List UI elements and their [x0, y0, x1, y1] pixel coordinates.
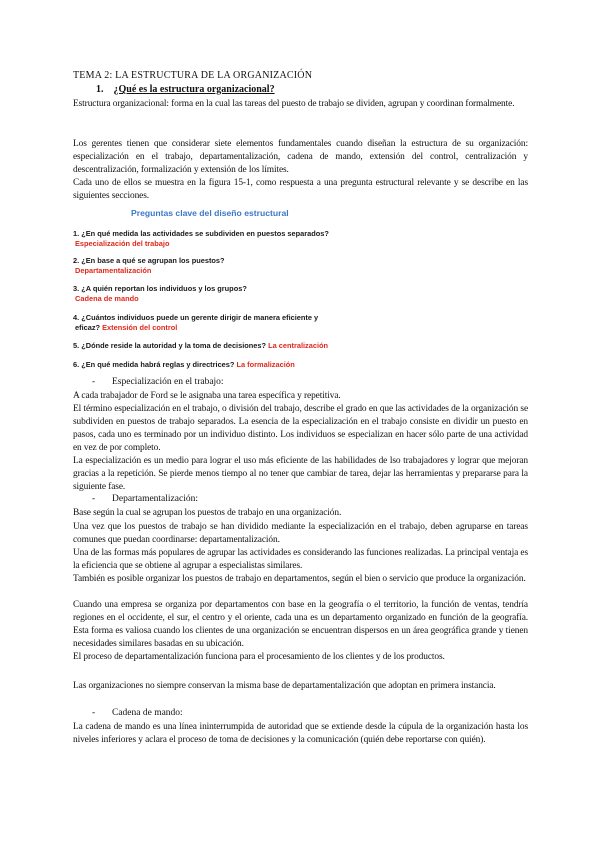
paragraph-ford: A cada trabajador de Ford se le asignaba una tarea específica y repetitiva. [73, 391, 341, 401]
answer-1: Especialización del trabajo [75, 239, 170, 248]
answer-3: Cadena de mando [75, 294, 139, 303]
paragraph-funciones: Una de las formas más populares de agrupar las actividades es considerando las funciones realizadas. La principal ventaja es la eficiencia que se obtiene al agrupar a especialistas similares. [73, 548, 528, 572]
bullet-dash: - [92, 377, 96, 387]
bullet-especializacion [92, 377, 224, 387]
bullet-cadena-de-mando [92, 708, 183, 718]
answer-2: Departamentalización [75, 266, 152, 275]
paragraph-elements: Los gerentes tienen que considerar siete elementos fundamentales cuando diseñan la estructura de su organización: especialización en el trabajo, departamentalización, cadena de mando, extensión del control, centralización y descentralización, formalización y extensión de los límites. [73, 139, 528, 176]
bullet-dash: - [92, 708, 96, 718]
question-3: 3. ¿A quién reportan los individuos y los grupos? [73, 284, 247, 293]
answer-6: La formalización [236, 360, 295, 369]
paragraph-division-trabajo: El término especialización en el trabajo, o división del trabajo, describe el grado en que las actividades de la organización se subdividen en puestos de trabajo separados. La esencia de la especialización en el trabajo consiste en dividir un puesto en pasos, cada uno es terminado por un individuo distinto. Los individuos se especializan en hacer sólo parte de una actividad en vez de por completo. [73, 404, 528, 454]
paragraph-base-cambiante: Las organizaciones no siempre conservan la misma base de departamentalización que adoptan en primera instancia. [73, 681, 496, 691]
question-4-cont: eficaz? Extensión del control [75, 323, 178, 332]
question-4: 4. ¿Cuántos individuos puede un gerente dirigir de manera eficiente y [73, 313, 319, 322]
answer-5: La centralización [268, 341, 329, 350]
paragraph-producto: También es posible organizar los puestos de trabajo en departamentos, según el bien o servicio que produce la organización. [73, 574, 526, 584]
paragraph-cadena: La cadena de mando es una línea ininterrumpida de autoridad que se extiende desde la cúpula de la organización hasta los niveles inferiores y aclara el proceso de toma de decisiones y la comunicación (quién debe reportarse con quién). [73, 722, 528, 746]
paragraph-definition: Estructura organizacional: forma en la cual las tareas del puesto de trabajo se dividen, agrupan y coordinan formalmente. [73, 99, 515, 109]
section-title: ¿Qué es la estructura organizacional? [113, 84, 275, 95]
bullet-heading: Departamentalización: [112, 494, 198, 504]
bullet-departamentalizacion [92, 494, 198, 504]
section-number: 1. [96, 84, 104, 95]
document-title: TEMA 2: LA ESTRUCTURA DE LA ORGANIZACIÓN [73, 70, 313, 81]
answer-4: Extensión del control [102, 323, 178, 332]
bullet-heading: Especialización en el trabajo: [112, 377, 224, 387]
paragraph-eficiencia: La especialización es un medio para lograr el uso más eficiente de las habilidades de lso trabajadores y lograr que mejoran gracias a la repetición. Se pierde menos tiempo al no tener que cambiar de tarea, dejar las herramientas y prepararse para la siguiente fase. [73, 456, 528, 493]
question-5: 5. ¿Dónde reside la autoridad y la toma de decisiones? La centralización [73, 341, 329, 350]
paragraph-base: Base según la cual se agrupan los puestos de trabajo en una organización. [73, 508, 342, 518]
question-6: 6. ¿En qué medida habrá reglas y directrices? La formalización [73, 360, 295, 369]
paragraph-agrupar: Una vez que los puestos de trabajo se han dividido mediante la especialización en el trabajo, deben agruparse en tareas comunes que puedan coordinarse: departamentalización. [73, 522, 528, 546]
bullet-heading: Cadena de mando: [112, 708, 183, 718]
question-2: 2. ¿En base a qué se agrupan los puestos? [73, 256, 225, 265]
question-1: 1. ¿En qué medida las actividades se subdividen en puestos separados? [73, 229, 329, 238]
paragraph-proceso: El proceso de departamentalización funciona para el procesamiento de los clientes y de los productos. [73, 652, 445, 662]
paragraph-figure-ref: Cada uno de ellos se muestra en la figura 15-1, como respuesta a una pregunta estructural relevante y se describe en las siguientes secciones. [73, 178, 528, 202]
section-heading [96, 84, 275, 95]
bullet-dash: - [92, 494, 96, 504]
paragraph-geografia: Cuando una empresa se organiza por departamentos con base en la geografía o el territorio, la función de ventas, tendría regiones en el occidente, el sur, el centro y el oriente, cada una es un departamento organizado en función de la geografía. Esta forma es valiosa cuando los clientes de una organización se encuentran dispersos en un área geográfica grande y tienen necesidades similares basadas en su ubicación. [73, 600, 528, 650]
figure-title: Preguntas clave del diseño estructural [131, 208, 289, 218]
